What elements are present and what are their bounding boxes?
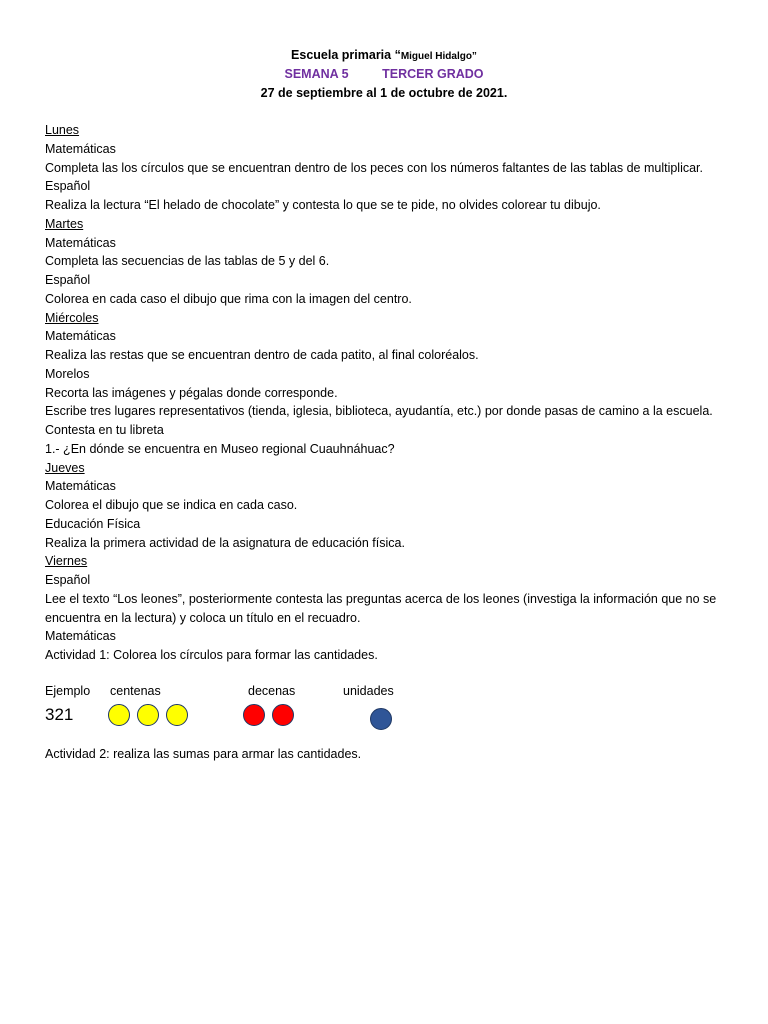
example-row <box>45 682 745 732</box>
activity-2-text: Actividad 2: realiza las sumas para armar las cantidades. <box>45 747 362 761</box>
day-heading-text: Martes <box>45 216 84 231</box>
instruction-line: Matemáticas <box>45 479 116 494</box>
instruction-line: Español <box>45 573 91 587</box>
day-heading-text: Jueves <box>45 460 85 475</box>
instruction-line: 1.- ¿En dónde se encuentra en Museo regional Cuauhnáhuac? <box>45 441 395 456</box>
date-range: 27 de septiembre al 1 de octubre de 2021. <box>260 86 508 100</box>
grade-label: TERCER GRADO <box>382 67 484 81</box>
instruction-line: Escribe tres lugares representativos (tienda, iglesia, biblioteca, ayudantía, etc.) por donde pasas de camino a la escuela. <box>45 404 713 419</box>
example-label: Ejemplo <box>45 684 91 698</box>
instruction-line: Colorea en cada caso el dibujo que rima con la imagen del centro. <box>45 291 412 306</box>
school-title <box>0 46 768 65</box>
instruction-line: Español <box>45 179 91 194</box>
header <box>0 46 768 103</box>
day-heading-text: Lunes <box>45 123 80 137</box>
instruction-line: Español <box>45 273 91 287</box>
decenas-label: decenas <box>248 684 296 698</box>
example-number: 321 <box>45 705 74 724</box>
centenas-label: centenas <box>110 684 161 698</box>
unidades-circle <box>370 708 392 730</box>
assignment-list <box>45 121 735 665</box>
unidades-label: unidades <box>343 684 394 698</box>
instruction-line: Lee el texto “Los leones”, posteriormente contesta las preguntas acerca de los leones (investiga la información que no se encuentra en la lectura) y coloca un título en el recuadro. <box>45 591 717 625</box>
school-prefix: Escuela primaria “ <box>291 48 401 62</box>
instruction-line: Educación Física <box>45 516 141 531</box>
day-heading <box>45 459 735 478</box>
day-heading <box>45 215 735 234</box>
instruction-line: Realiza la primera actividad de la asignatura de educación física. <box>45 535 405 550</box>
instruction-line: Colorea el dibujo que se indica en cada caso. <box>45 498 298 512</box>
instruction-line: Morelos <box>45 366 90 381</box>
centenas-circle <box>137 704 159 726</box>
week-label: SEMANA 5 <box>284 67 349 81</box>
decenas-circle <box>272 704 294 726</box>
day-heading <box>45 309 735 328</box>
instruction-line: Completa las secuencias de las tablas de 5 y del 6. <box>45 254 330 269</box>
day-heading <box>45 121 735 140</box>
day-heading-text: Viernes <box>45 554 88 569</box>
instruction-line: Recorta las imágenes y pégalas donde corresponde. <box>45 385 338 400</box>
centenas-circle <box>166 704 188 726</box>
day-heading <box>45 552 735 571</box>
instruction-line: Matemáticas <box>45 329 116 344</box>
decenas-circle <box>243 704 265 726</box>
instruction-line: Realiza las restas que se encuentran dentro de cada patito, al final coloréalos. <box>45 348 479 362</box>
instruction-line: Contesta en tu libreta <box>45 423 164 437</box>
instruction-line: Actividad 1: Colorea los círculos para formar las cantidades. <box>45 648 378 662</box>
day-heading-text: Miércoles <box>45 310 99 325</box>
centenas-circle <box>108 704 130 726</box>
instruction-line: Realiza la lectura “El helado de chocolate” y contesta lo que se te pide, no olvides colorear tu dibujo. <box>45 198 601 212</box>
instruction-line: Matemáticas <box>45 235 116 250</box>
instruction-line: Matemáticas <box>45 629 116 644</box>
instruction-line: Matemáticas <box>45 141 116 156</box>
instruction-line: Completa las los círculos que se encuentran dentro de los peces con los números faltantes de las tablas de multiplicar. <box>45 160 704 175</box>
week-grade-line <box>0 65 768 84</box>
school-name: Miguel Hidalgo” <box>400 51 477 62</box>
